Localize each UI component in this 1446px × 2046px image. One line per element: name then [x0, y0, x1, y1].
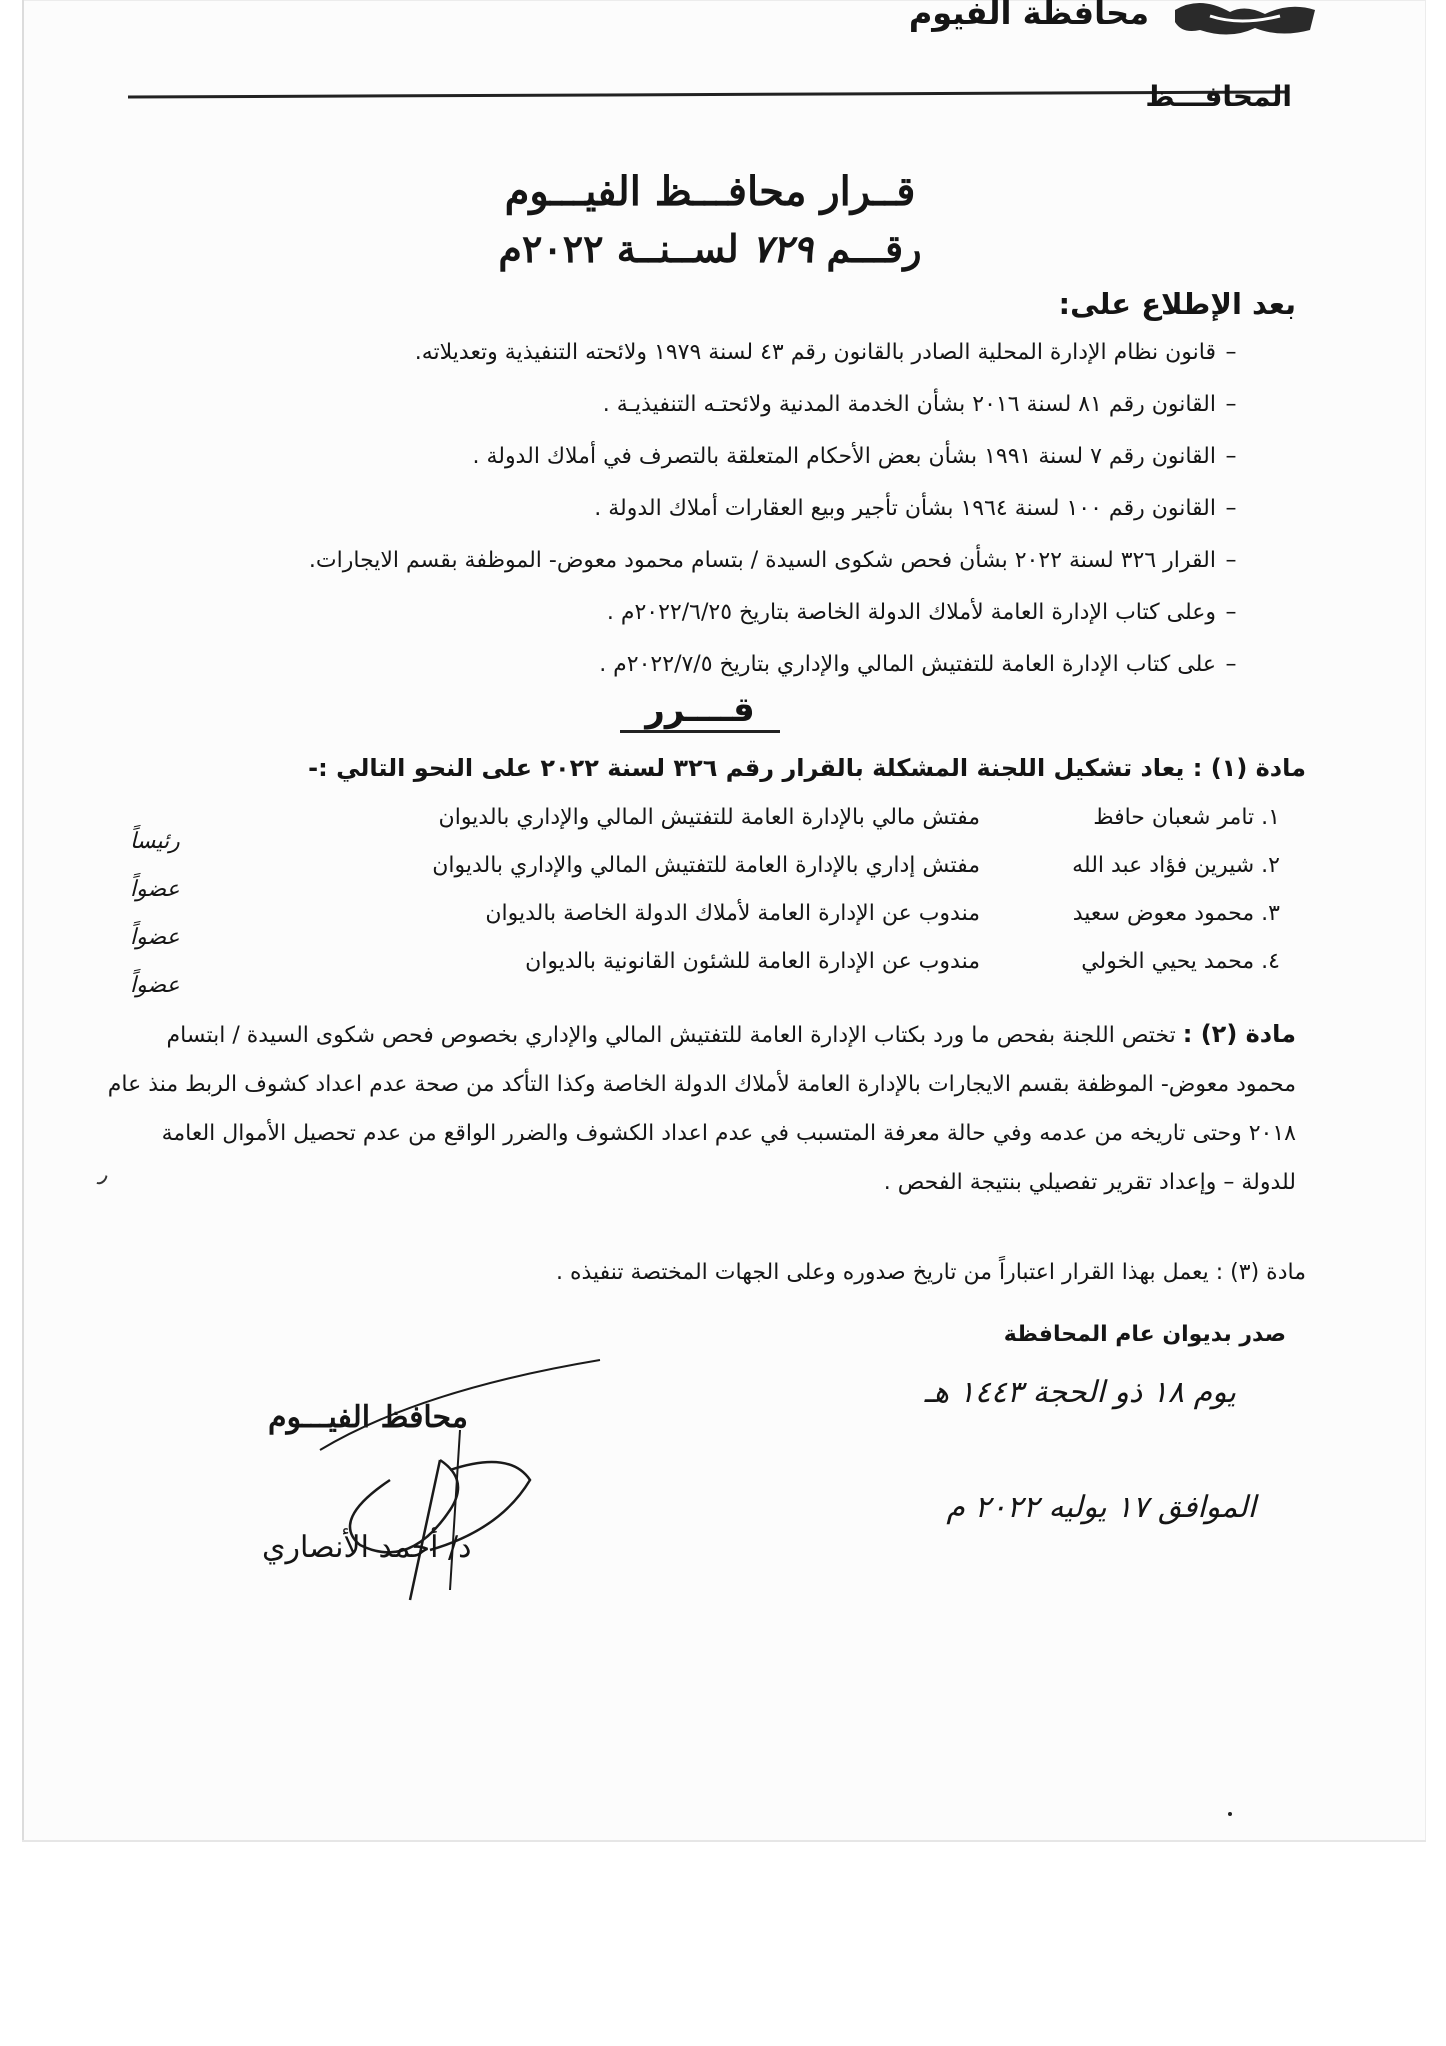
preamble-heading: بعد الإطلاع على: — [1058, 287, 1296, 321]
decree-number-prefix: رقـــم — [826, 226, 922, 271]
decree-title: قــرار محافـــظ الفيـــوم — [504, 168, 916, 215]
handwritten-signature — [300, 1330, 630, 1610]
member-role: عضواً — [130, 877, 180, 902]
member-name: ٤. محمد يحيي الخولي — [1081, 949, 1280, 974]
scan-dot — [1228, 1812, 1232, 1816]
citation-item: –القانون رقم ٨١ لسنة ٢٠١٦ بشأن الخدمة المدنية ولائحتـه التنفيذيـة . — [602, 392, 1237, 417]
citation-item: –القانون رقم ١٠٠ لسنة ١٩٦٤ بشأن تأجير وبيع العقارات أملاك الدولة . — [594, 496, 1237, 521]
member-title: مفتش إداري بالإدارة العامة للتفتيش المالي والإداري بالديوان — [432, 853, 980, 878]
governorate-emblem-icon — [1170, 0, 1320, 42]
scan-edge-bottom — [22, 1840, 1426, 1842]
margin-mark: ٫ — [95, 1159, 114, 1191]
article-3: مادة (٣) : يعمل بهذا القرار اعتباراً من تاريخ صدوره وعلى الجهات المختصة تنفيذه . — [555, 1260, 1306, 1285]
decree-number: ٧٢٩ — [751, 226, 814, 271]
office-label: المحافـــظ — [1145, 80, 1292, 113]
member-name: ١. تامر شعبان حافظ — [1093, 805, 1280, 830]
member-title: مندوب عن الإدارة العامة لأملاك الدولة الخاصة بالديوان — [485, 901, 980, 926]
article-2 — [106, 1010, 1296, 1207]
scan-edge-left — [22, 0, 24, 1842]
member-role: عضواً — [130, 973, 180, 998]
citation-item: –على كتاب الإدارة العامة للتفتيش المالي والإداري بتاريخ ٢٠٢٢/٧/٥م . — [599, 652, 1237, 677]
citation-item: –القانون رقم ٧ لسنة ١٩٩١ بشأن بعض الأحكام المتعلقة بالتصرف في أملاك الدولة . — [472, 444, 1237, 469]
signatory-name: د/ أحمد الأنصاري — [262, 1530, 472, 1565]
governorate-name: محافظة الفيوم — [908, 0, 1149, 32]
committee-member-row — [120, 949, 1280, 997]
signatory-role: محافظ الفيـــوم — [268, 1400, 468, 1435]
committee-member-row — [120, 805, 1280, 853]
decree-number-line — [360, 226, 1060, 271]
citation-item: –وعلى كتاب الإدارة العامة لأملاك الدولة الخاصة بتاريخ ٢٠٢٢/٦/٢٥م . — [606, 600, 1237, 625]
member-role: رئيساً — [130, 829, 180, 854]
article-2-heading: مادة (٢) : — [1182, 1020, 1296, 1048]
issued-at: صدر بديوان عام المحافظة — [1003, 1322, 1286, 1347]
article-1-heading: مادة (١) : يعاد تشكيل اللجنة المشكلة بالقرار رقم ٣٢٦ لسنة ٢٠٢٢ على النحو التالي :- — [308, 754, 1306, 782]
citation-item: –القرار ٣٢٦ لسنة ٢٠٢٢ بشأن فحص شكوى السيدة / بتسام محمود معوض- الموظفة بقسم الايجارات. — [308, 548, 1237, 573]
member-name: ٢. شيرين فؤاد عبد الله — [1072, 853, 1280, 878]
member-role: عضواً — [130, 925, 180, 950]
hijri-date: يوم ١٨ ذو الحجة ١٤٤٣ هـ — [924, 1375, 1236, 1410]
member-name: ٣. محمود معوض سعيد — [1072, 901, 1280, 926]
committee-member-row — [120, 901, 1280, 949]
citation-item: –قانون نظام الإدارة المحلية الصادر بالقانون رقم ٤٣ لسنة ١٩٧٩ ولائحته التنفيذية وتعديلاته. — [414, 340, 1237, 365]
article-2-text: تختص اللجنة بفحص ما ورد بكتاب الإدارة العامة للتفتيش المالي والإداري بخصوص فحص شكوى السيدة / ابتسام محمود معوض- الموظفة بقسم الايجارات بالإدارة العامة لأملاك الدولة الخاصة وكذا التأكد من صحة عدم اعداد كشوف الربط منذ عام ٢٠١٨ وحتى تاريخه من عدمه وفي حالة معرفة المتسبب في عدم اعداد الكشوف والضرر الواقع من عدم تحصيل الأموال العامة للدولة – وإعداد تقرير تفصيلي بنتيجة الفحص . — [107, 1023, 1296, 1195]
member-title: مندوب عن الإدارة العامة للشئون القانونية بالديوان — [525, 949, 980, 974]
gregorian-date: الموافق ١٧ يوليه ٢٠٢٢ م — [946, 1490, 1256, 1525]
member-title: مفتش مالي بالإدارة العامة للتفتيش المالي والإداري بالديوان — [438, 805, 980, 830]
decree-year: لســنــة ٢٠٢٢م — [498, 226, 739, 271]
committee-member-row — [120, 853, 1280, 901]
decided-heading: قــــرر — [620, 690, 780, 733]
